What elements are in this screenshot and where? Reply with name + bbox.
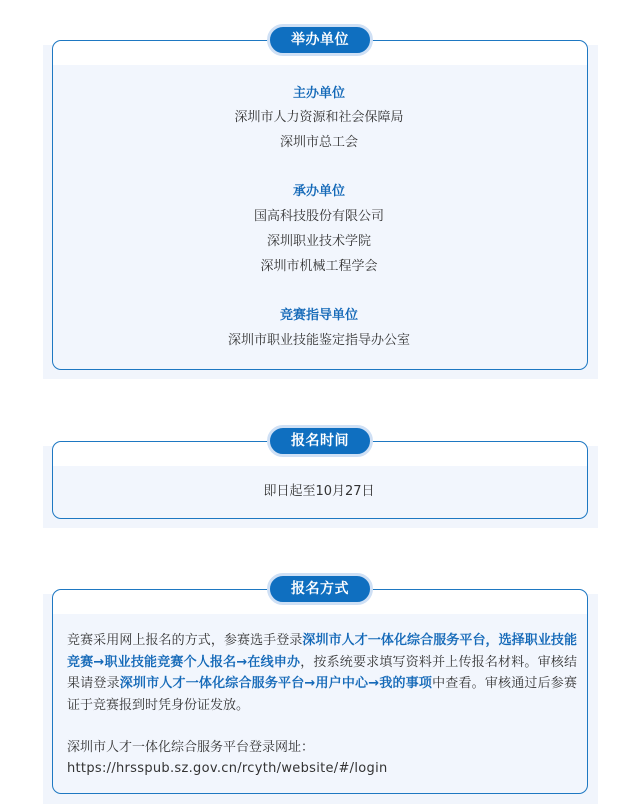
undertaker-item: 深圳市机械工程学会 bbox=[260, 259, 378, 274]
instructions-text: ，按系统要求填写资料并上传报名材料。审核结果请登录 bbox=[67, 654, 577, 691]
undertaker-heading: 承办单位 bbox=[292, 184, 345, 199]
registration-time-text: 即日起至10月27日 bbox=[263, 484, 375, 499]
host-item: 深圳市人力资源和社会保障局 bbox=[234, 110, 404, 125]
guidance-heading: 竞赛指导单位 bbox=[279, 308, 358, 323]
host-item: 深圳市总工会 bbox=[279, 135, 358, 150]
guidance-item: 深圳市职业技能鉴定指导办公室 bbox=[227, 333, 410, 348]
login-url[interactable]: https://hrsspub.sz.gov.cn/rcyth/website/#/login bbox=[67, 761, 388, 776]
result-path-highlight: 深圳市人才一体化综合服务平台→用户中心→我的事项 bbox=[119, 676, 433, 691]
host-heading: 主办单位 bbox=[292, 86, 345, 101]
instructions-text: 中查看。审核通过后参赛证于竞赛报到时凭身份证发放。 bbox=[67, 676, 577, 713]
registration-instructions bbox=[67, 630, 577, 716]
instructions-text: 竞赛采用网上报名的方式，参赛选手登录 bbox=[67, 633, 303, 648]
registration-time-title: 报名时间 bbox=[267, 425, 373, 457]
login-url-label: 深圳市人才一体化综合服务平台登录网址： bbox=[67, 740, 315, 755]
undertaker-item: 国高科技股份有限公司 bbox=[253, 209, 384, 224]
platform-path-highlight: 深圳市人才一体化综合服务平台，选择职业技能竞赛→职业技能竞赛个人报名→在线申办 bbox=[67, 633, 577, 670]
organizers-title: 举办单位 bbox=[267, 24, 373, 56]
registration-method-title: 报名方式 bbox=[267, 573, 373, 605]
undertaker-item: 深圳职业技术学院 bbox=[266, 234, 371, 249]
